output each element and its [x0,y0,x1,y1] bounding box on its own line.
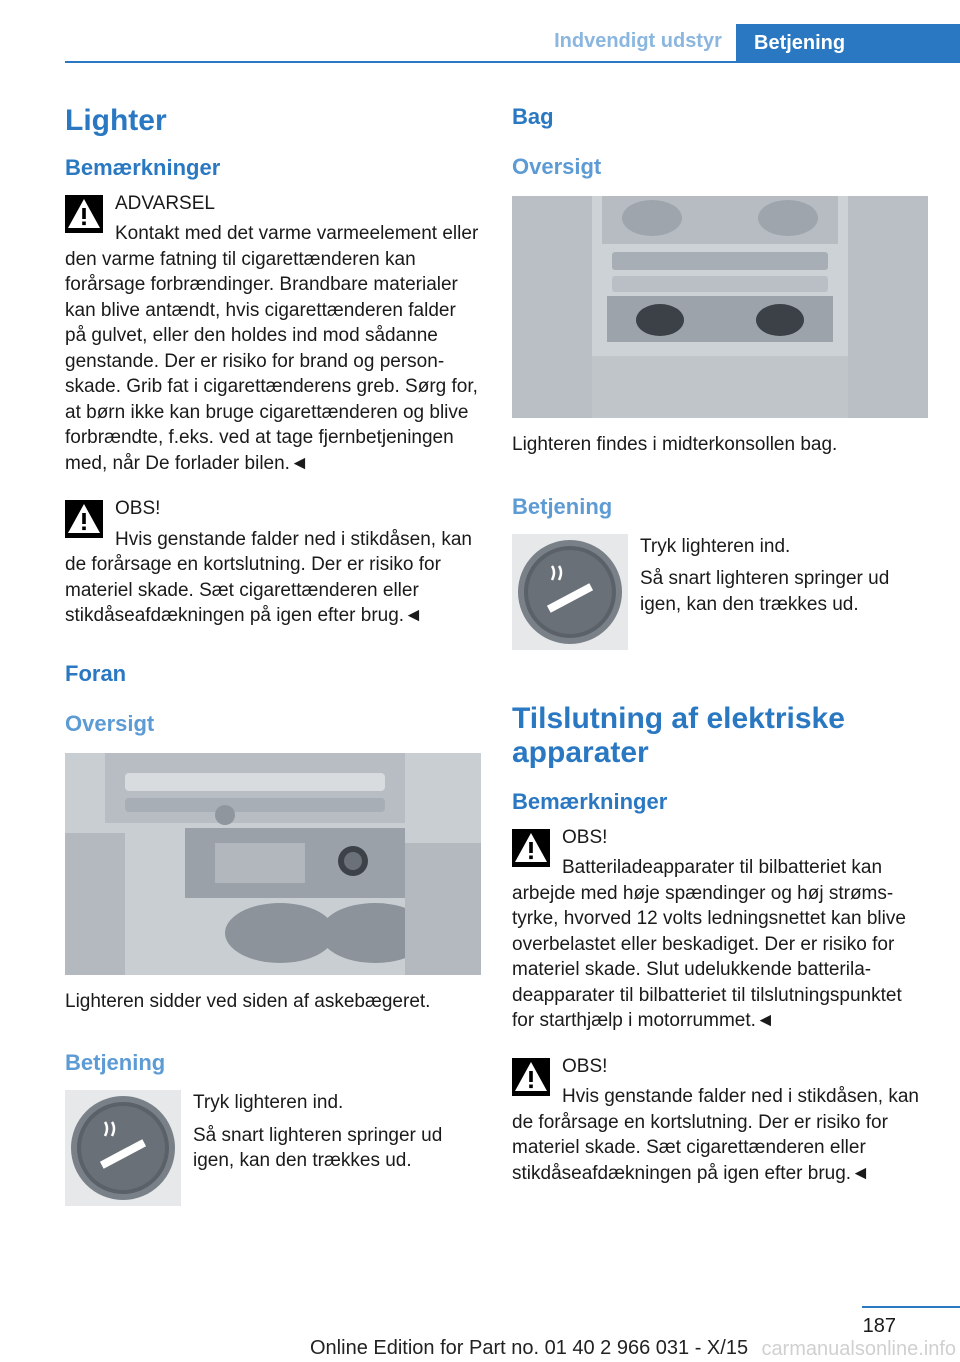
warning-triangle-icon [512,1054,550,1096]
operation-step-2-rear: Så snart lighteren springer ud igen, kan den trækkes ud. [640,568,890,615]
operation-heading-rear: Betjening [512,493,613,519]
section-title-electrical: Tilslutning af elektriske apparater [512,701,845,769]
notice-label: OBS! [562,826,608,848]
page-number: 187 [862,1315,896,1337]
page-title-lighter: Lighter [65,104,167,137]
notice-block-charger [512,825,928,1034]
notice-block-socket [512,1054,928,1187]
front-console-image [65,753,481,975]
notice-block [65,496,481,629]
operation-block [65,1090,481,1206]
section-tab: Indvendigt udstyr [554,30,722,52]
lighter-button-image [65,1090,181,1206]
warning-block [65,191,481,477]
warning-label: ADVARSEL [115,192,215,214]
notes-heading: Bemærkninger [65,154,221,180]
warning-triangle-icon [65,496,103,538]
operation-step-1-rear: Tryk lighteren ind. [640,535,791,557]
notice-label: OBS! [115,498,161,519]
rear-caption: Lighteren findes i midterkonsollen bag. [512,434,838,455]
overview-heading: Oversigt [65,710,155,736]
front-heading: Foran [65,660,127,686]
warning-text: Kontakt med det varme varmeelement eller den varme fatning til cigarettænderen kan forårsage forbrændinger. Brandbare materialer kan blive antændt, hvis cigarettænderen falder på gulvet, eller den holdes ind mod sådanne genstande. Der er risiko for brand og personskade. Grib fat i cigarettænderens greb. Sørg for, at børn ikke kan bruge cigarettænderen og blive forbrændte, f.eks. ved at tage fjernbetjeningen med, når De forlader bilen.◄ [65,223,479,474]
operation-step-1: Tryk lighteren ind. [193,1092,344,1113]
notice-label: OBS! [562,1055,608,1077]
operation-step-2: Så snart lighteren springer ud igen, kan den trækkes ud. [193,1124,443,1171]
operation-block-rear [512,534,928,650]
chapter-tab: Betjening [736,24,960,62]
rear-heading: Bag [512,104,554,129]
overview-heading-rear: Oversigt [512,154,602,179]
right-column [512,100,928,1186]
notice-text: Batteriladeapparater til bilbatteriet kan arbejde med høje spændinger og høj strømstyrke, hvorved 12 volts ledningsnettet kan blive overbelastet eller beskadiget. Der er risiko for materiel skade. Slut udelukkende batteriladeapparater til bilbatteriet til tilslutningspunktet for starthjælp i motorrummet.◄ [512,857,906,1031]
edition-text: Online Edition for Part no. 01 40 2 966 031 - X/15 [310,1337,749,1359]
watermark: carmanualsonline.info [761,1338,956,1360]
warning-triangle-icon [512,825,550,867]
notice-text: Hvis genstande falder ned i stikdåsen, kan de forårsage en kortslutning. Der er risiko for materiel skade. Sæt cigarettænderen eller stikdåseafdækningen på igen efter brug.◄ [65,528,472,626]
rear-console-image [512,196,928,418]
front-caption: Lighteren sidder ved siden af askebægeret. [65,990,431,1012]
footer-rule [862,1306,960,1308]
notes-heading-electrical: Bemærkninger [512,788,668,814]
lighter-button-image-rear [512,534,628,650]
operation-heading: Betjening [65,1050,166,1075]
warning-triangle-icon [65,191,103,233]
notice-text: Hvis genstande falder ned i stikdåsen, kan de forårsage en kortslutning. Der er risiko for materiel skade. Sæt cigarettænderen eller stikdåseafdækningen på igen efter brug.◄ [512,1086,919,1184]
left-column [65,100,481,1206]
header-rule [65,61,960,63]
